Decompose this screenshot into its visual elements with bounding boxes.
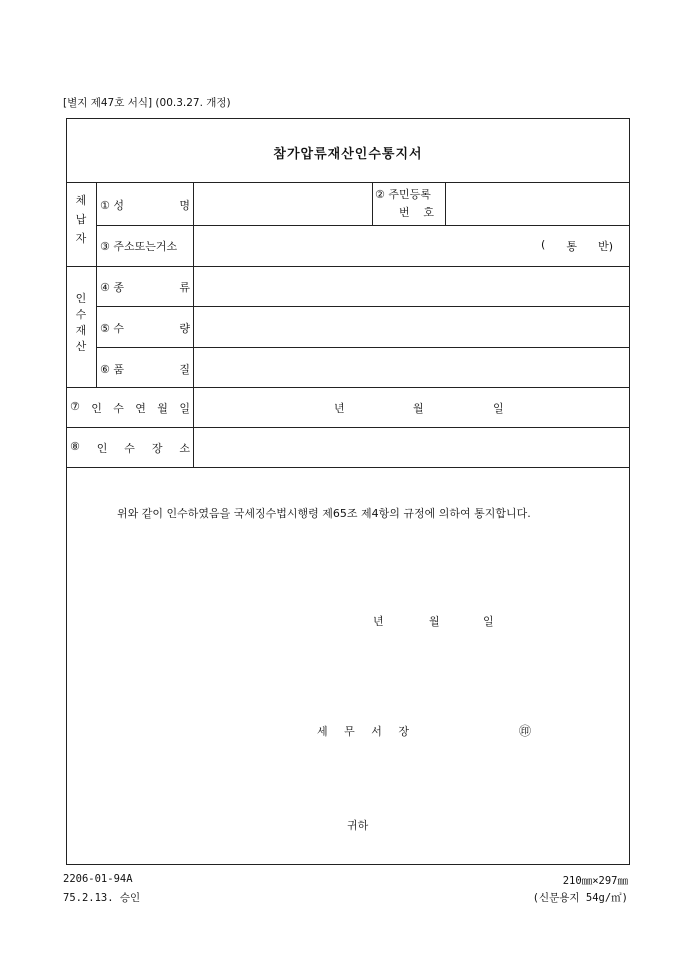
form-header: [별지 제47호 서식] (00.3.27. 개정): [63, 97, 231, 109]
acquire-day-unit: 일: [493, 402, 504, 415]
acquire-place-label: ⑧ 인 수 장 소: [70, 440, 190, 455]
name-field[interactable]: [194, 183, 371, 225]
resident-number-field[interactable]: [446, 183, 628, 225]
acquire-place-field[interactable]: [194, 428, 628, 467]
section-taxpayer-label: 체 납 자: [75, 194, 87, 245]
quality-field[interactable]: [194, 348, 628, 387]
form-code: 2206-01-94A: [63, 873, 133, 885]
form-title: 참가압류재산인수통지서: [273, 147, 423, 162]
paper-type: (신문용지 54g/㎡): [532, 892, 628, 904]
kind-label: ④ 종 류: [100, 281, 190, 294]
notice-year-unit: 년: [373, 615, 384, 628]
address-label: ③ 주소또는거소: [100, 240, 178, 253]
quantity-field[interactable]: [194, 307, 628, 347]
acquire-date-field[interactable]: [194, 388, 628, 427]
address-tong-ban: ( 통 반): [541, 238, 613, 253]
tax-office-head: 세 무 서 장: [317, 725, 409, 738]
resident-number-label: ② 주민등록 번 호: [375, 188, 434, 219]
acquire-date-label: ⑦ 인 수 연 월 일: [70, 400, 190, 415]
recipient-label: 귀하: [347, 819, 369, 832]
quality-label: ⑥ 품 질: [100, 363, 190, 376]
kind-field[interactable]: [194, 267, 628, 306]
seal-icon: ㊞: [519, 724, 532, 738]
divider: [96, 182, 97, 387]
notice-day-unit: 일: [483, 615, 494, 628]
notice-form: [66, 118, 630, 865]
section-property-label: 인 수 재 산: [75, 292, 87, 353]
quantity-label: ⑤ 수 량: [100, 322, 190, 335]
acquire-year-unit: 년: [334, 402, 345, 415]
name-label: ① 성 명: [100, 199, 190, 212]
approval-date: 75.2.13. 승인: [63, 892, 141, 904]
notice-month-unit: 월: [429, 615, 440, 628]
paper-size: 210㎜×297㎜: [562, 875, 628, 887]
divider: [67, 467, 629, 468]
divider: [372, 182, 373, 225]
notice-text: 위와 같이 인수하였음을 국세징수법시행령 제65조 제4항의 규정에 의하여 통지합니다.: [117, 507, 531, 520]
acquire-month-unit: 월: [413, 402, 424, 415]
